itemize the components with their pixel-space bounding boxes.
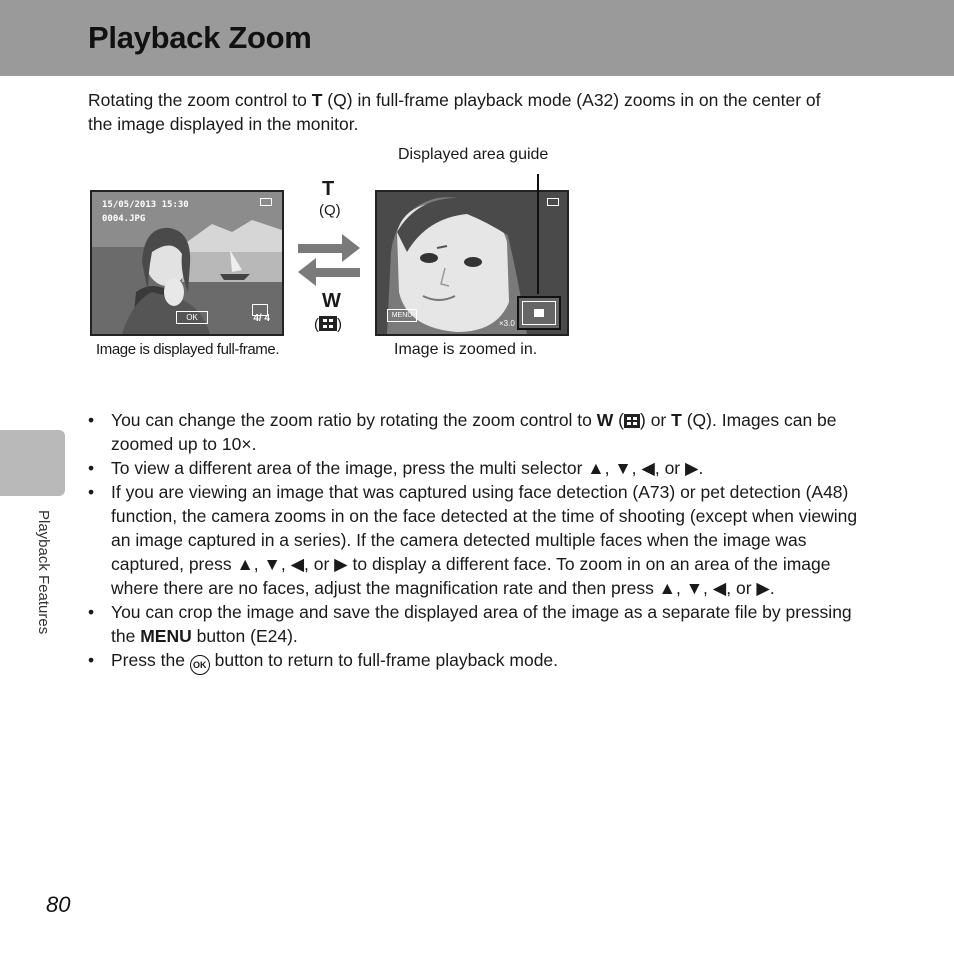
w-sub-open: ( — [314, 316, 319, 333]
screen-counter: 4/ 4 — [253, 313, 270, 324]
screen-filename: 0004.JPG — [102, 214, 146, 224]
t-label: T — [322, 178, 335, 200]
displayed-area-guide-label: Displayed area guide — [398, 146, 549, 163]
section-label-text: Playback Features — [35, 510, 52, 635]
menu-button-icon: MENU — [387, 309, 417, 322]
item-text: You can change the zoom ratio by rotating the zoom control to — [111, 410, 597, 430]
ok-button-icon: OK — [176, 311, 208, 324]
thumbnail-grid-icon — [319, 316, 337, 331]
guide-pointer-line — [537, 174, 539, 294]
item-text: button to return to full-frame playback mode. — [209, 650, 559, 670]
image-size-icon — [252, 304, 268, 316]
zoomed-screen — [375, 190, 569, 336]
list-item: • To view a different area of the image, press the multi selector ▲, ▼, ◀, or ▶. — [88, 456, 868, 480]
zoom-figure — [0, 140, 954, 370]
zoomed-caption: Image is zoomed in. — [394, 341, 538, 358]
page-number: 80 — [46, 892, 71, 917]
list-item: • If you are viewing an image that was captured using face detection (A73) or pet detection (A48) function, the camera zooms in on the face detected at the time of shooting (except when viewing an image captured in a series). If the camera detected multiple faces when the image was captured, press ▲, ▼, ◀, or ▶ to display a different face. To zoom in on an area of the image where there are no faces, adjust the magnification rate and then press ▲, ▼, ◀, or ▶. — [88, 480, 868, 600]
item-text: button ( — [191, 626, 256, 646]
full-frame-caption: Image is displayed full-frame. — [96, 341, 280, 358]
battery-icon — [547, 198, 559, 206]
intro-text: ) in full-frame playback mode ( — [346, 90, 583, 110]
screen-date: 15/05/2013 15:30 — [102, 200, 189, 210]
bullet-list — [88, 408, 868, 675]
zoom-factor: ×3.0 — [499, 319, 515, 328]
menu-button-symbol: MENU — [140, 626, 192, 646]
ok-button-icon: OK — [190, 655, 210, 675]
item-text: ( — [613, 410, 624, 430]
intro-text: ( — [322, 90, 334, 110]
reference-icon: E — [255, 626, 268, 646]
w-sub-label — [314, 316, 342, 333]
arrow-right-icon — [298, 234, 360, 262]
w-sub-close: ) — [337, 316, 342, 333]
zoom-in-icon: Q — [692, 410, 707, 430]
book-ref-icon: A — [582, 90, 594, 110]
displayed-area-guide — [517, 296, 561, 330]
item-text: You can crop the image and save the displayed area of the image as a separate file by pressing the — [111, 602, 852, 646]
thumbnail-grid-icon — [624, 414, 640, 428]
t-sub-label: (Q) — [319, 202, 341, 219]
list-item — [88, 648, 868, 675]
item-text: ( — [681, 410, 693, 430]
intro-paragraph — [88, 88, 848, 136]
section-tab — [0, 430, 65, 496]
zoom-in-icon: Q — [333, 90, 347, 110]
t-key-symbol: T — [671, 410, 682, 430]
item-text: ). Images can be zoomed up to 10×. — [111, 410, 837, 454]
w-label: W — [322, 290, 341, 312]
t-key-symbol: T — [311, 90, 323, 110]
item-text: ) or — [640, 410, 672, 430]
page-title: Playback Zoom — [88, 20, 312, 55]
intro-text: 32) zooms in on the center of the image displayed in the monitor. — [88, 90, 821, 134]
battery-icon — [260, 198, 272, 206]
intro-text: Rotating the zoom control to — [88, 90, 312, 110]
item-text: Press the — [111, 650, 190, 670]
w-key-symbol: W — [596, 410, 614, 430]
guide-area-marker — [534, 309, 544, 317]
list-item — [88, 600, 868, 648]
full-frame-screen — [90, 190, 284, 336]
item-text: 24). — [267, 626, 298, 646]
arrow-left-icon — [298, 258, 360, 286]
list-item — [88, 408, 868, 456]
section-label — [30, 510, 54, 660]
zoom-arrows — [296, 234, 362, 286]
